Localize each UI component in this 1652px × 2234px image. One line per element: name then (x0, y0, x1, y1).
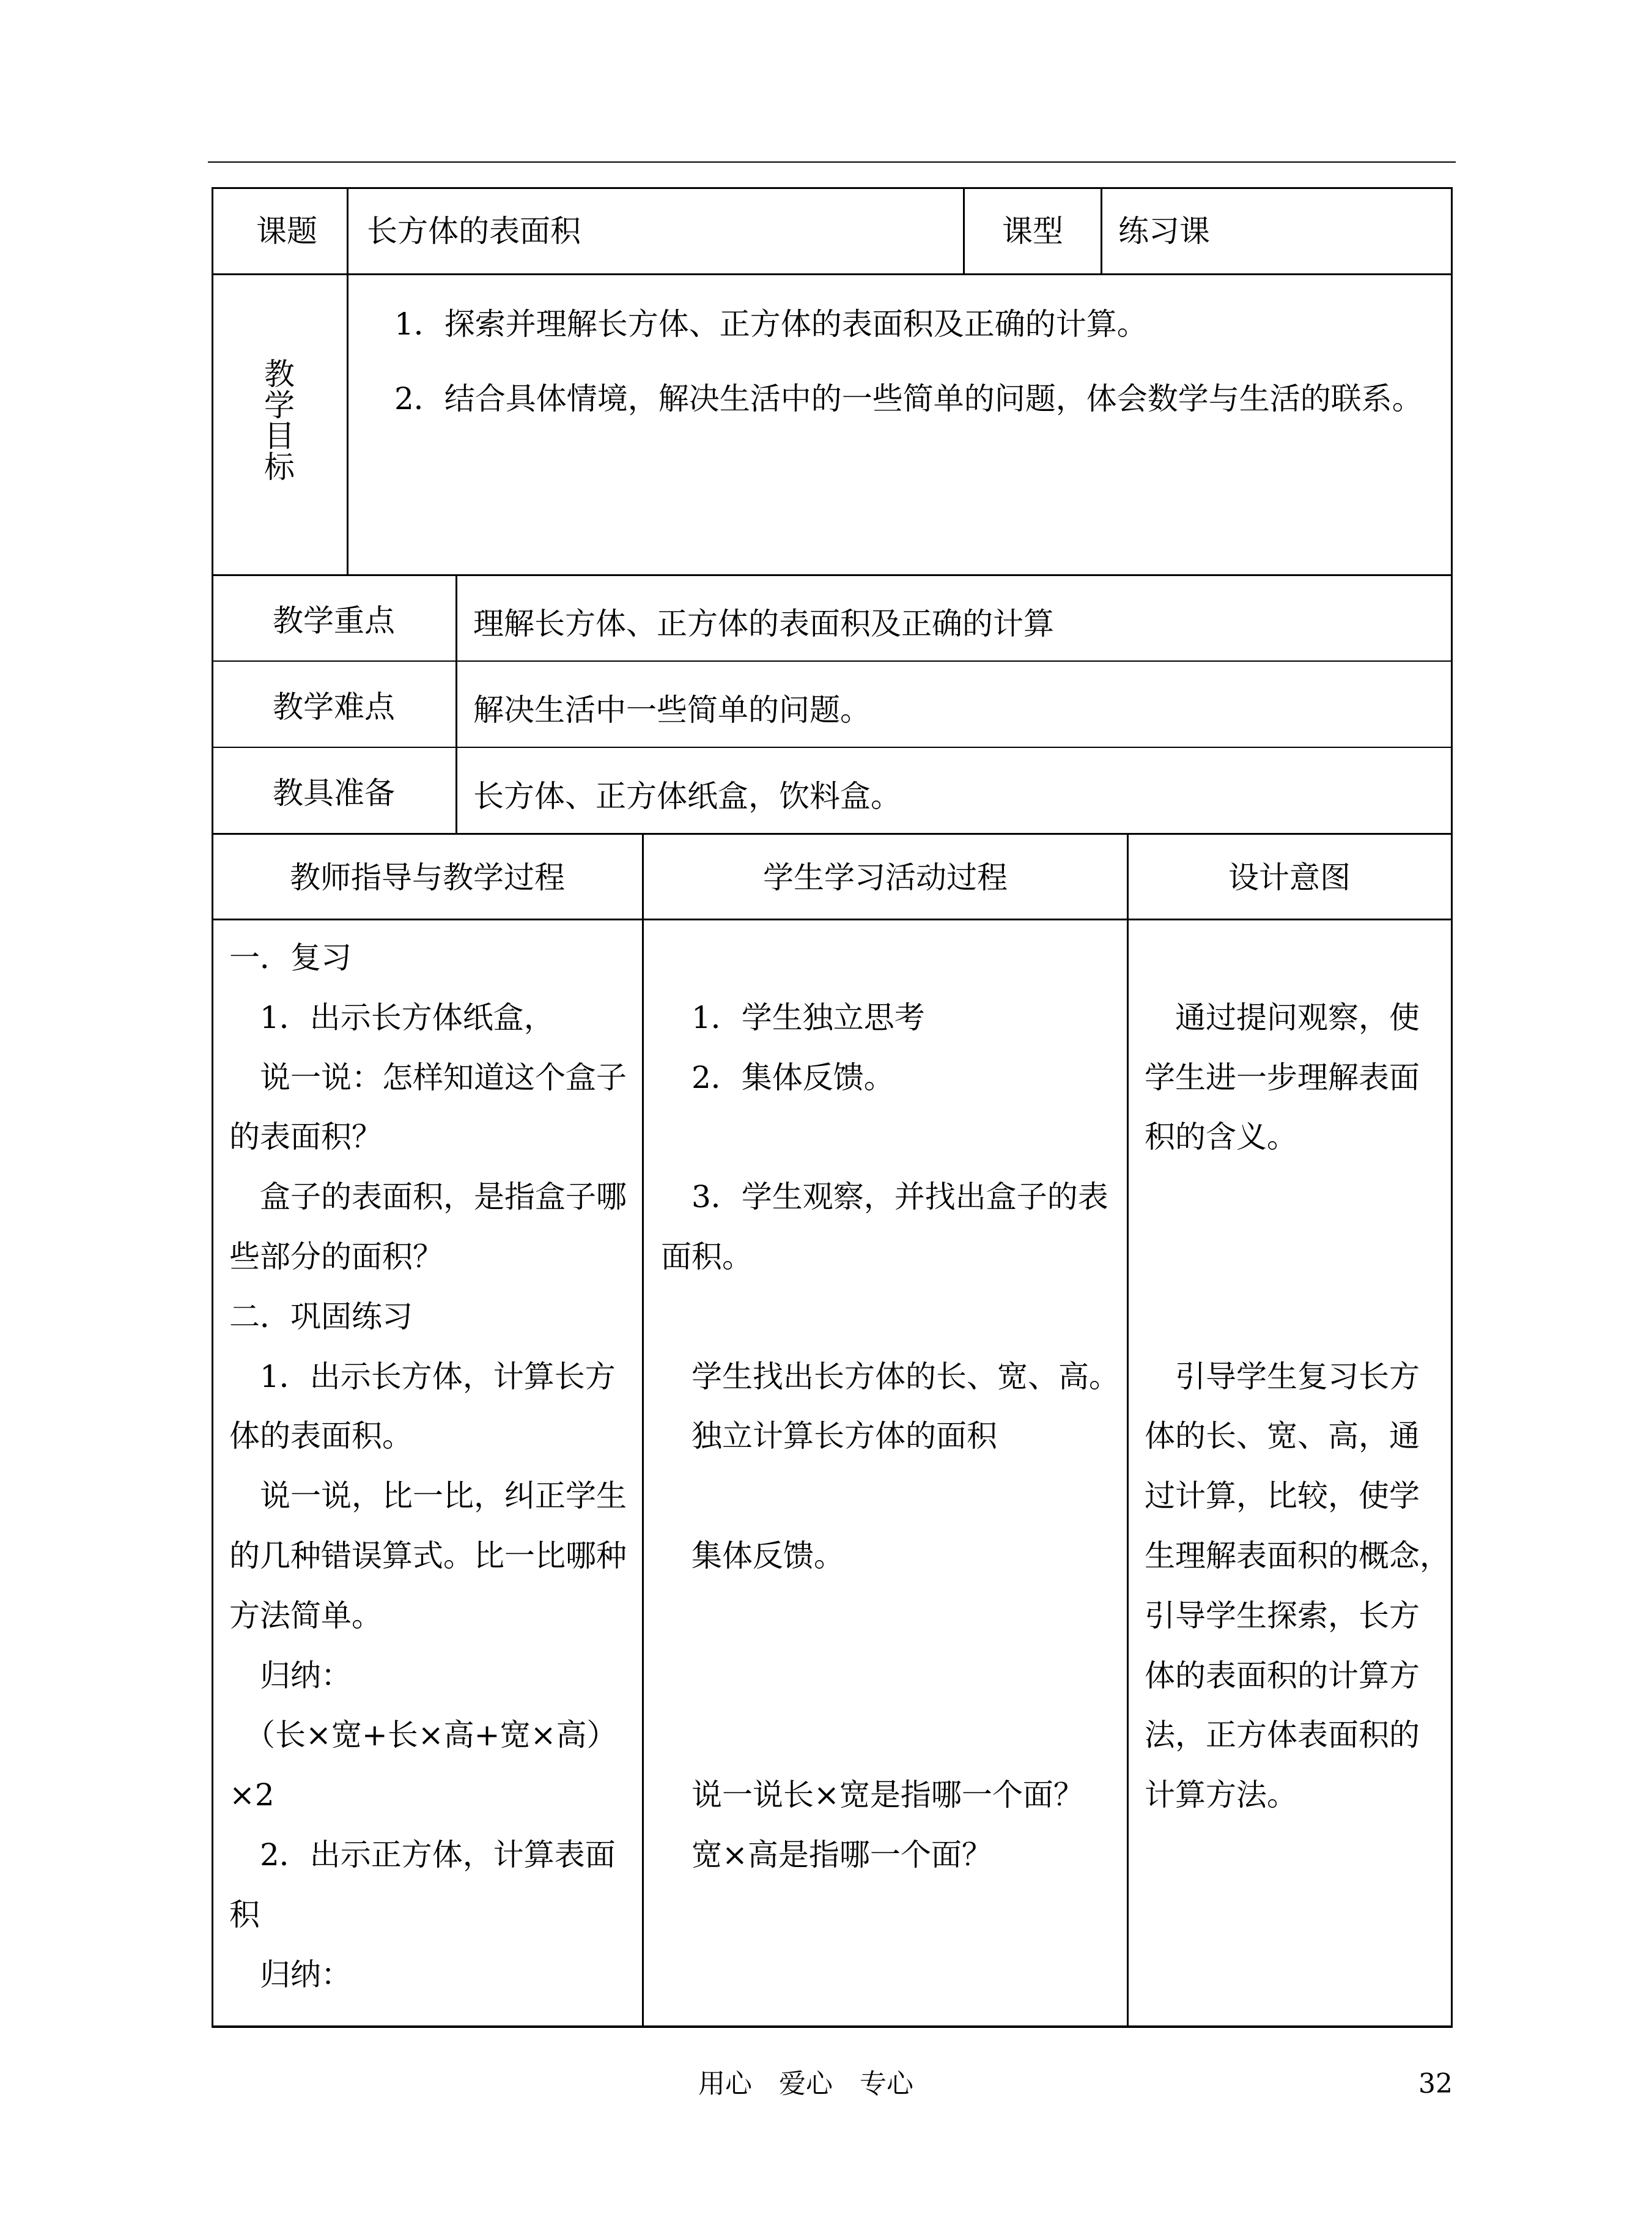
lesson-type-value: 练习课 (1118, 213, 1210, 249)
student-activity-header: 学生学习活动过程 (763, 860, 1008, 895)
teacher-line: 些部分的面积？ (229, 1238, 443, 1274)
teacher-line: 方法简单。 (229, 1597, 382, 1633)
materials-value: 长方体、正方体纸盒，饮料盒。 (473, 779, 901, 814)
table-border (1127, 833, 1129, 2027)
footer-motto: 用心 爱心 专心 (698, 2068, 913, 2099)
teacher-line: 1．出示长方体纸盒， (229, 999, 555, 1035)
topic-value: 长方体的表面积 (367, 213, 581, 249)
table-border (212, 660, 1453, 662)
goal-item: 1．探索并理解长方体、正方体的表面积及正确的计算。 (394, 306, 1148, 342)
table-border (212, 273, 1453, 275)
student-line: 说一说长×宽是指哪一个面？ (661, 1777, 1084, 1813)
intent-line: 学生进一步理解表面 (1145, 1059, 1420, 1095)
table-border (212, 187, 1453, 189)
design-intent-header: 设计意图 (1228, 860, 1351, 895)
teacher-line: 的表面积？ (229, 1119, 382, 1155)
intent-line: 过计算，比较，使学 (1145, 1478, 1420, 1514)
teacher-line: 二．巩固练习 (229, 1298, 413, 1334)
teacher-line: 说一说：怎样知道这个盒子 (229, 1059, 627, 1095)
intent-line: 通过提问观察，使 (1145, 999, 1420, 1035)
lesson-type-label: 课型 (1002, 213, 1063, 249)
teacher-process-content (229, 928, 627, 2005)
table-border (212, 574, 1453, 576)
table-border (642, 833, 644, 2027)
materials-label: 教具准备 (273, 775, 395, 811)
intent-line: 引导学生复习长方 (1145, 1358, 1420, 1394)
intent-line: 引导学生探索，长方 (1145, 1597, 1420, 1633)
student-line: 独立计算长方体的面积 (661, 1418, 997, 1454)
student-line: 2．集体反馈。 (661, 1059, 894, 1095)
teacher-line: 积 (229, 1896, 260, 1933)
teacher-process-header: 教师指导与教学过程 (290, 860, 565, 895)
student-line: 宽×高是指哪一个面？ (661, 1836, 992, 1873)
student-line: 3．学生观察，并找出盒子的表 (661, 1179, 1108, 1215)
intent-line: 体的长、宽、高，通 (1145, 1418, 1420, 1454)
teacher-line: 的几种错误算式。比一比哪种 (229, 1537, 627, 1574)
teacher-line: 1．出示长方体，计算长方 (229, 1358, 616, 1394)
teacher-line: 归纳： (229, 1956, 352, 1992)
topic-label: 课题 (256, 213, 317, 249)
table-border (212, 2025, 1453, 2028)
difficulty-label: 教学难点 (273, 689, 395, 725)
table-border (347, 187, 348, 575)
intent-line: 生理解表面积的概念， (1145, 1537, 1450, 1574)
intent-line: 计算方法。 (1145, 1777, 1297, 1813)
teacher-line: 盒子的表面积，是指盒子哪 (229, 1179, 627, 1215)
student-line: 学生找出长方体的长、宽、高。 (661, 1358, 1119, 1394)
student-line (661, 928, 1119, 988)
table-border (1451, 187, 1453, 2028)
intent-line (1145, 928, 1450, 988)
goals-label-char: 目 (264, 418, 295, 454)
page-number: 32 (1418, 2068, 1453, 2099)
intent-line: 体的表面积的计算方 (1145, 1657, 1420, 1693)
difficulty-value: 解决生活中一些简单的问题。 (473, 692, 871, 728)
goals-label-char: 教 (264, 357, 295, 392)
table-border (963, 187, 965, 275)
student-line (661, 1108, 1119, 1167)
student-line: 1．学生独立思考 (661, 999, 925, 1035)
teacher-line: （长×宽+长×高+宽×高） (229, 1717, 618, 1753)
key-point-value: 理解长方体、正方体的表面积及正确的计算 (473, 606, 1054, 642)
goal-item: 2．结合具体情境，解决生活中的一些简单的问题，体会数学与生活的联系。 (394, 381, 1423, 416)
intent-line (1145, 1287, 1450, 1347)
student-line (661, 1287, 1119, 1347)
goals-label (264, 359, 295, 483)
student-line: 面积。 (661, 1238, 753, 1274)
table-border (1101, 187, 1102, 275)
table-border (455, 574, 457, 834)
header-rule (208, 161, 1456, 163)
intent-line (1145, 1167, 1450, 1227)
table-border (212, 919, 1453, 920)
table-border (212, 747, 1453, 748)
student-line (661, 1646, 1119, 1706)
student-activity-content (661, 928, 1119, 1885)
goals-label-char: 标 (264, 449, 295, 485)
student-line: 集体反馈。 (661, 1537, 844, 1574)
student-line (661, 1706, 1119, 1766)
teacher-line: 体的表面积。 (229, 1418, 413, 1454)
intent-line: 积的含义。 (1145, 1119, 1297, 1155)
teacher-line: 归纳： (229, 1657, 352, 1693)
table-border (212, 187, 213, 2028)
table-border (212, 833, 1453, 835)
student-line (661, 1467, 1119, 1526)
teacher-line: 2．出示正方体，计算表面 (229, 1836, 616, 1873)
intent-line (1145, 1227, 1450, 1287)
key-point-label: 教学重点 (273, 603, 395, 638)
teacher-line: 一．复习 (229, 940, 352, 975)
teacher-line: 说一说，比一比，纠正学生 (229, 1478, 627, 1514)
teacher-line: ×2 (229, 1777, 275, 1813)
goals-label-char: 学 (264, 387, 295, 423)
student-line (661, 1586, 1119, 1646)
intent-line: 法，正方体表面积的 (1145, 1717, 1420, 1753)
design-intent-content (1145, 928, 1450, 1825)
